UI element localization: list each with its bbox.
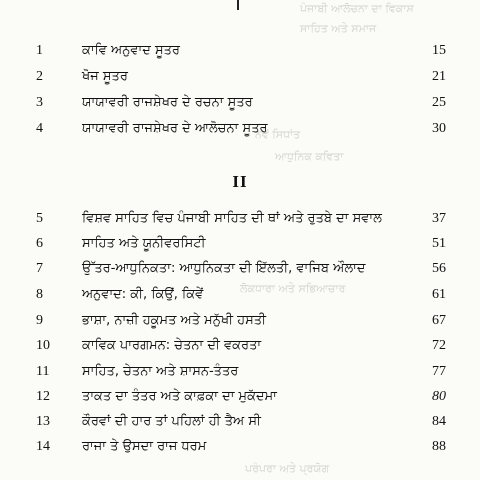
entry-page: 67	[432, 313, 446, 328]
entry-page: 61	[432, 287, 446, 302]
entry-page: 30	[432, 121, 446, 136]
entry-page: 37	[432, 211, 446, 226]
toc-entry[interactable]	[0, 66, 480, 88]
entry-page: 51	[432, 236, 446, 251]
entry-page: 88	[432, 439, 446, 454]
section-marker-i	[237, 0, 239, 10]
entry-title: ਭਾਸ਼ਾ, ਨਾਜ਼ੀ ਹਕੂਮਤ ਅਤੇ ਮਨੁੱਖੀ ਹਸਤੀ	[82, 313, 267, 328]
entry-number: 2	[36, 69, 43, 84]
entry-number: 12	[36, 389, 50, 404]
entry-title: ਅਨੁਵਾਦ: ਕੀ, ਕਿਉਂ, ਕਿਵੇਂ	[82, 287, 204, 302]
toc-entry[interactable]	[0, 284, 480, 306]
entry-page: 72	[432, 338, 446, 353]
ghost-line: ਆਧੁਨਿਕ ਕਵਿਤਾ	[275, 150, 344, 163]
entry-number: 14	[36, 439, 50, 454]
entry-number: 3	[36, 95, 43, 110]
entry-title: ਕੌਰਵਾਂ ਦੀ ਹਾਰ ਤਾਂ ਪਹਿਲਾਂ ਹੀ ਤੈਅ ਸੀ	[82, 414, 261, 429]
entry-number: 4	[36, 121, 43, 136]
entry-title: ਉੱਤਰ-ਆਧੁਨਿਕਤਾ: ਆਧੁਨਿਕਤਾ ਦੀ ਇੱਲਤੀ, ਵਾਜਿਬ ਔਲਾਦ	[82, 261, 366, 276]
entry-page: 25	[432, 95, 446, 110]
toc-entry[interactable]	[0, 208, 480, 230]
ghost-line: ਲੋਕਧਾਰਾ ਅਤੇ ਸਭਿਆਚਾਰ	[240, 282, 346, 295]
toc-entry[interactable]	[0, 310, 480, 332]
entry-number: 6	[36, 236, 43, 251]
toc-entry[interactable]	[0, 40, 480, 62]
entry-title: ਤਾਕਤ ਦਾ ਤੰਤਰ ਅਤੇ ਕਾਫ਼ਕਾ ਦਾ ਮੁਕੱਦਮਾ	[82, 389, 277, 404]
entry-page: 15	[432, 43, 446, 58]
toc-entry[interactable]	[0, 411, 480, 433]
entry-title: ਸਾਹਿਤ ਅਤੇ ਯੂਨੀਵਰਸਿਟੀ	[82, 236, 206, 251]
entry-title: ਸਾਹਿਤ, ਚੇਤਨਾ ਅਤੇ ਸ਼ਾਸਨ-ਤੰਤਰ	[82, 364, 239, 379]
entry-page: 80	[432, 389, 446, 404]
entry-page: 56	[432, 261, 446, 276]
entry-number: 5	[36, 211, 43, 226]
entry-page: 21	[432, 69, 446, 84]
section-heading-ii: II	[232, 172, 248, 191]
entry-page: 77	[432, 364, 446, 379]
entry-number: 13	[36, 414, 50, 429]
ghost-line: ਪੰਜਾਬੀ ਆਲੋਚਨਾ ਦਾ ਵਿਕਾਸ	[300, 2, 414, 15]
entry-title: ਕਾਵਿ ਅਨੁਵਾਦ ਸੂਤਰ	[82, 43, 180, 58]
entry-number: 7	[36, 261, 43, 276]
toc-entry[interactable]	[0, 118, 480, 140]
ghost-line: ਸਾਹਿਤ ਅਤੇ ਸਮਾਜ	[300, 22, 377, 35]
entry-title: ਵਿਸ਼ਵ ਸਾਹਿਤ ਵਿਚ ਪੰਜਾਬੀ ਸਾਹਿਤ ਦੀ ਥਾਂ ਅਤੇ ਰੁਤਬੇ ਦਾ ਸਵਾਲ	[82, 211, 382, 226]
entry-title: ਖੋਜ ਸੂਤਰ	[82, 69, 128, 84]
entry-number: 10	[36, 338, 50, 353]
ghost-line: ਨਵੇਂ ਸਿਧਾਂਤ	[255, 128, 301, 141]
entry-number: 1	[36, 43, 43, 58]
entry-number: 11	[36, 364, 50, 379]
entry-page: 84	[432, 414, 446, 429]
entry-title: ਯਾਯਾਵਰੀ ਰਾਜਸ਼ੇਖਰ ਦੇ ਆਲੋਚਨਾ ਸੂਤਰ	[82, 121, 268, 136]
toc-entry[interactable]	[0, 233, 480, 255]
toc-entry[interactable]	[0, 335, 480, 357]
toc-entry[interactable]	[0, 361, 480, 383]
entry-title: ਯਾਯਾਵਰੀ ਰਾਜਸ਼ੇਖਰ ਦੇ ਰਚਨਾ ਸੂਤਰ	[82, 95, 253, 110]
toc-entry[interactable]	[0, 386, 480, 408]
toc-entry[interactable]	[0, 436, 480, 458]
entry-title: ਰਾਜਾ ਤੇ ਉਸਦਾ ਰਾਜ ਧਰਮ	[82, 439, 207, 454]
ghost-line: ਪਰੰਪਰਾ ਅਤੇ ਪ੍ਰਯੋਗ	[245, 462, 330, 475]
entry-number: 9	[36, 313, 43, 328]
toc-entry[interactable]	[0, 92, 480, 114]
entry-title: ਕਾਵਿਕ ਪਾਰਗਮਨ: ਚੇਤਨਾ ਦੀ ਵਕਰਤਾ	[82, 338, 262, 353]
entry-number: 8	[36, 287, 43, 302]
toc-entry[interactable]	[0, 258, 480, 280]
